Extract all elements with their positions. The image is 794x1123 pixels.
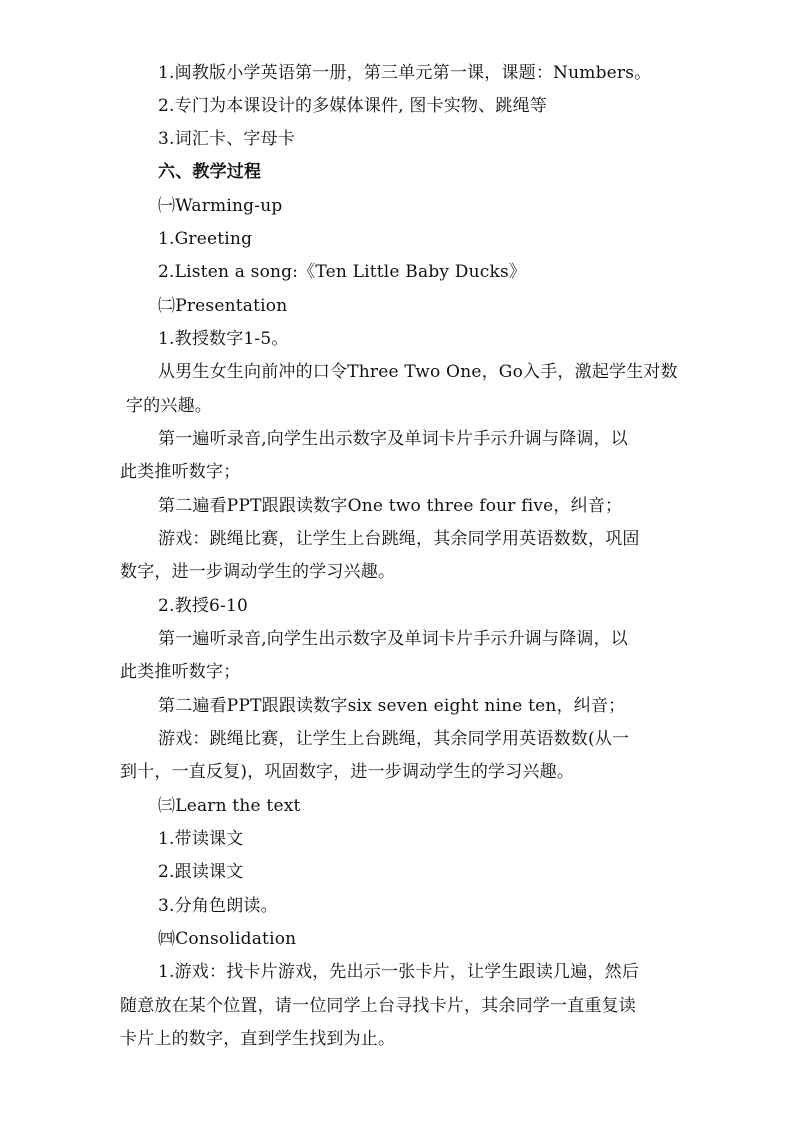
paragraph-line: 从男生女生向前冲的口令Three Two One，Go入手，激起学生对数	[158, 362, 678, 382]
step-role-reading: 3.分角色朗读。	[158, 896, 278, 916]
subsection-learn-text: ㈢Learn the text	[158, 796, 301, 816]
paragraph-line: 随意放在某个位置，请一位同学上台寻找卡片，其余同学一直重复读	[120, 996, 636, 1016]
step-teach-1-5: 1.教授数字1-5。	[158, 329, 289, 349]
material-item-2: 2.专门为本课设计的多媒体课件, 图卡实物、跳绳等	[158, 96, 548, 116]
subsection-presentation: ㈡Presentation	[158, 296, 288, 316]
paragraph-line: 此类推听数字；	[120, 462, 241, 482]
paragraph-line: 数字，进一步调动学生的学习兴趣。	[120, 562, 396, 582]
material-item-3: 3.词汇卡、字母卡	[158, 129, 296, 149]
paragraph-line: 到十，一直反复)，巩固数字，进一步调动学生的学习兴趣。	[120, 762, 575, 782]
section-heading: 六、教学过程	[158, 162, 262, 182]
paragraph-line: 卡片上的数字，直到学生找到为止。	[120, 1029, 396, 1049]
step-listen-song: 2.Listen a song:《Ten Little Baby Ducks》	[158, 262, 527, 282]
paragraph-line: 字的兴趣。	[126, 396, 212, 416]
step-follow-reading: 2.跟读课文	[158, 862, 244, 882]
paragraph-line: 第一遍听录音,向学生出示数字及单词卡片手示升调与降调，以	[158, 429, 629, 449]
subsection-consolidation: ㈣Consolidation	[158, 929, 297, 949]
step-greeting: 1.Greeting	[158, 229, 253, 249]
paragraph-line: 第一遍听录音,向学生出示数字及单词卡片手示升调与降调，以	[158, 629, 629, 649]
paragraph-line: 游戏：跳绳比赛，让学生上台跳绳，其余同学用英语数数，巩固	[158, 529, 640, 549]
paragraph-line: 第二遍看PPT跟跟读数字six seven eight nine ten，纠音；	[158, 696, 626, 716]
step-teach-6-10: 2.教授6-10	[158, 596, 249, 616]
material-item-1: 1.闽教版小学英语第一册，第三单元第一课，课题：Numbers。	[158, 63, 652, 83]
paragraph-line: 第二遍看PPT跟跟读数字One two three four five，纠音；	[158, 496, 623, 516]
paragraph-line: 此类推听数字；	[120, 662, 241, 682]
step-lead-reading: 1.带读课文	[158, 829, 244, 849]
paragraph-line: 1.游戏：找卡片游戏，先出示一张卡片，让学生跟读几遍，然后	[158, 962, 640, 982]
subsection-warming-up: ㈠Warming-up	[158, 196, 283, 216]
paragraph-line: 游戏：跳绳比赛，让学生上台跳绳，其余同学用英语数数(从一	[158, 729, 630, 749]
